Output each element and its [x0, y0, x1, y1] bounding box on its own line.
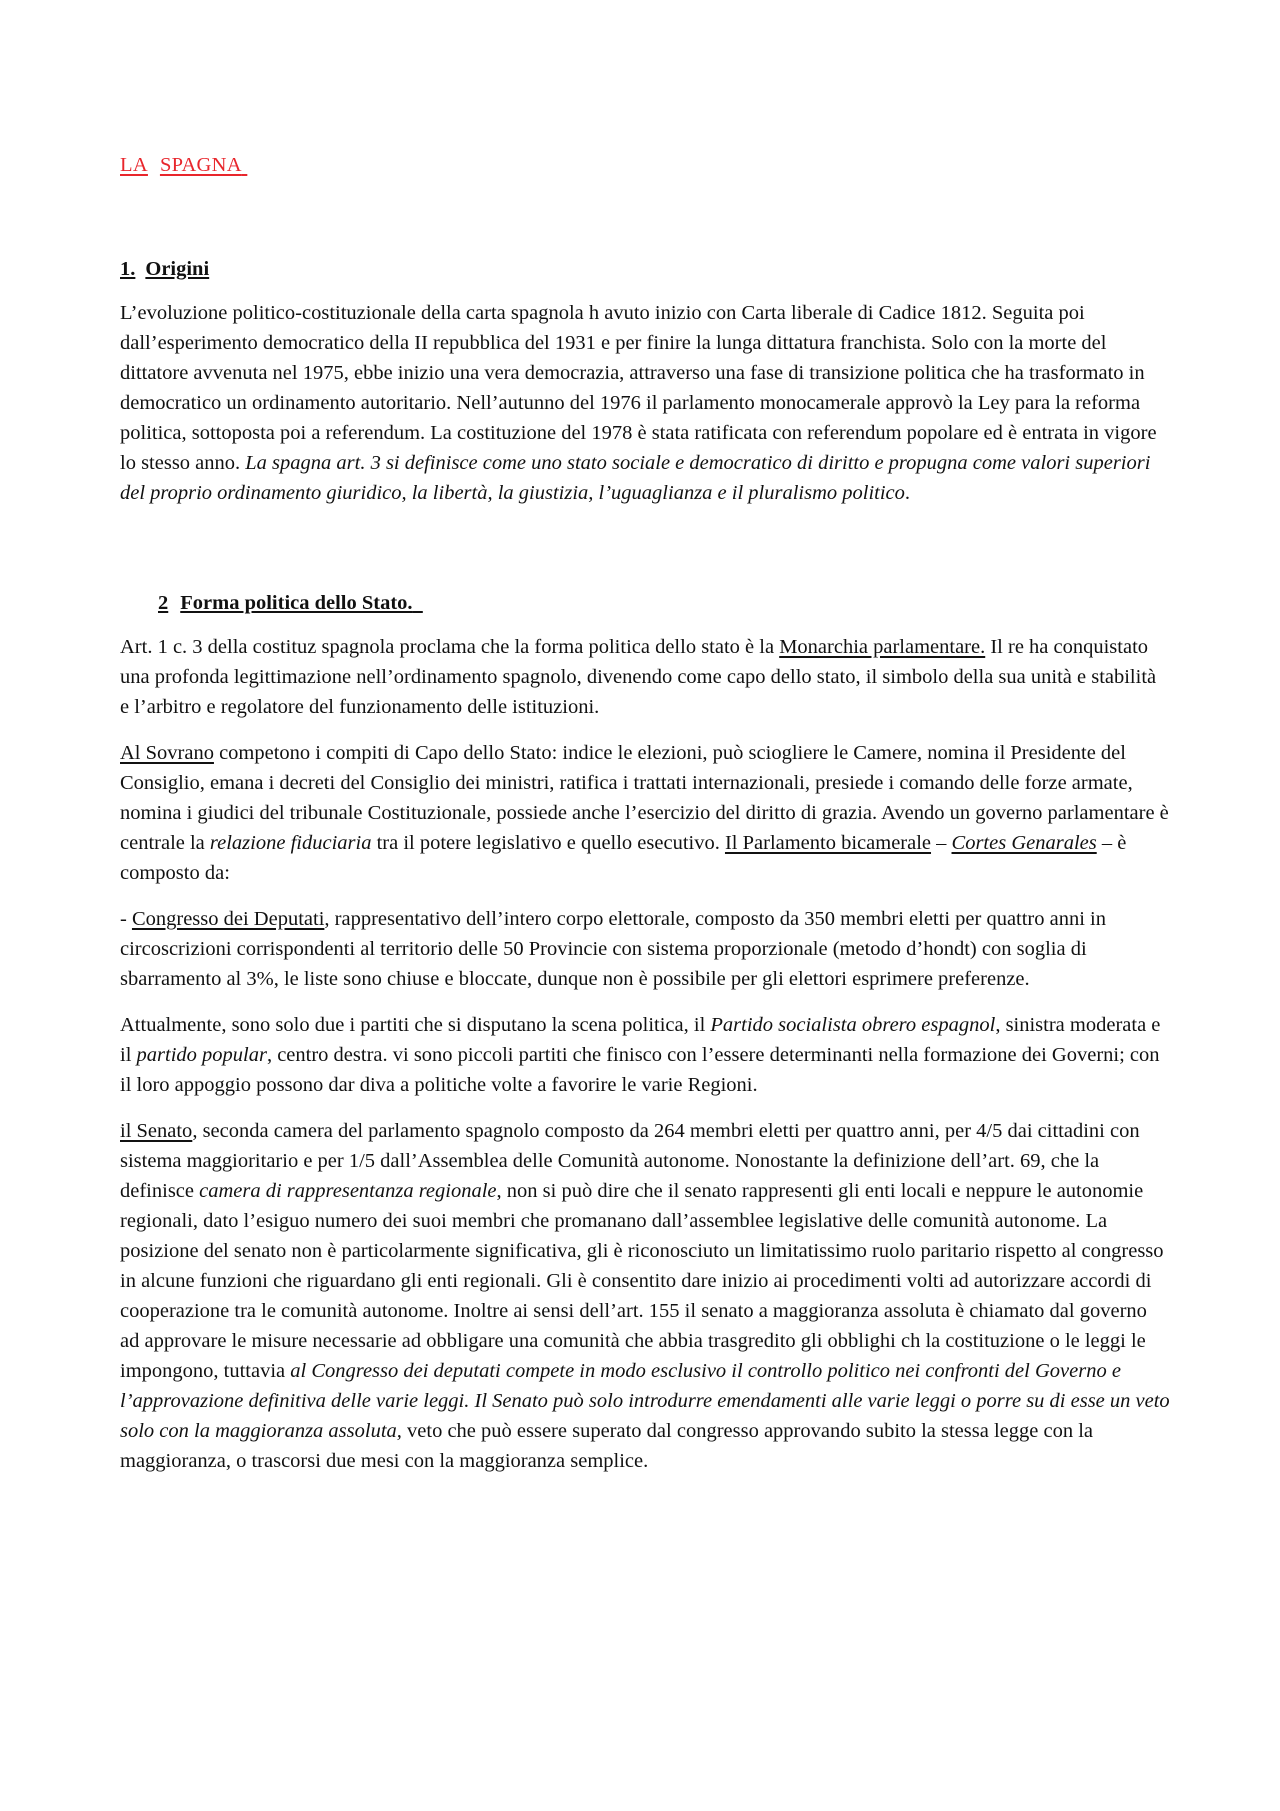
- text-run: -: [120, 908, 132, 930]
- section-2-paragraph-5: [120, 1116, 1170, 1476]
- text-run: , rappresentativo dell’intero corpo elettorale, composto da 350 membri eletti per quattro anni in circoscrizioni corrispondenti al territorio delle 50 Provincie con sistema proporzionale (metodo d’hondt) con soglia di sbarramento al 3%, le liste sono chiuse e bloccate, dunque non è possibile per gli elettori esprimere preferenze.: [120, 908, 1106, 990]
- document-title: [120, 150, 1170, 180]
- underlined-italic-run: Cortes Genarales: [951, 832, 1097, 854]
- text-run: , sinistra moderata e il: [120, 1014, 1161, 1066]
- document-page: [120, 150, 1170, 1476]
- underlined-run: il Senato: [120, 1120, 193, 1142]
- section-1-heading: [120, 254, 1170, 284]
- section-2-heading: [158, 588, 1170, 618]
- underlined-run: Il Parlamento bicamerale: [724, 832, 932, 854]
- text-run: –: [931, 832, 952, 854]
- italic-run: camera di rappresentanza regionale: [199, 1180, 497, 1202]
- underlined-run: Al Sovrano: [120, 742, 214, 764]
- text-run: Attualmente, sono solo due i partiti che si disputano la scena politica, il: [120, 1014, 711, 1036]
- title-word-2: SPAGNA: [159, 154, 242, 176]
- section-1-paragraph: [120, 298, 1170, 508]
- section-1-title: Origini: [145, 258, 210, 280]
- section-2-paragraph-4: [120, 1010, 1170, 1100]
- text-run: Il re ha conquistato una profonda legittimazione nell’ordinamento spagnolo, divenendo come capo dello stato, il simbolo della sua unità e stabilità e l’arbitro e regolatore del funzionamento delle istituzioni.: [120, 636, 1157, 718]
- underlined-run: Monarchia parlamentare.: [779, 636, 986, 658]
- section-2-paragraph-3: [120, 904, 1170, 994]
- italic-run: al Congresso dei deputati compete in modo esclusivo il controllo politico nei confronti del Governo e l’approvazione definitiva delle varie leggi. Il Senato può solo introdurre emendamenti alle varie leggi o porre su di esse un veto solo con la maggioranza assoluta,: [120, 1360, 1170, 1442]
- text-run: .: [904, 482, 911, 504]
- italic-run: La spagna art. 3 si definisce come uno stato sociale e democratico di diritto e propugna come valori superiori del proprio ordinamento giuridico, la libertà, la giustizia, l’uguaglianza e il pluralismo politico: [120, 452, 1151, 504]
- italic-run: Partido socialista obrero espagnol: [710, 1014, 996, 1036]
- title-word-1: LA: [120, 154, 148, 176]
- section-2-title: Forma politica dello Stato.: [180, 592, 413, 614]
- text-run: – è composto da:: [120, 832, 1127, 884]
- italic-run: relazione fiduciaria: [209, 832, 372, 854]
- section-2-number: 2: [158, 592, 169, 614]
- section-2-paragraph-1: [120, 632, 1170, 722]
- section-1-number: 1.: [120, 258, 136, 280]
- text-run: , non si può dire che il senato rappresenti gli enti locali e neppure le autonomie regionali, dato l’esiguo numero dei suoi membri che promanano dall’assemblee legislative delle comunità autonome. La posizione del senato non è particolarmente significativa, gli è riconosciuto un limitatissimo ruolo paritario rispetto al congresso in alcune funzioni che riguardano gli enti regionali. Gli è consentito dare inizio ai procedimenti volti ad autorizzare accordi di cooperazione tra le comunità autonome. Inoltre ai sensi dell’art. 155 il senato a maggioranza assoluta è chiamato dal governo ad approvare le misure necessarie ad obbligare una comunità che abbia trasgredito gli obblighi ch la costituzione o le leggi le impongono, tuttavia: [120, 1180, 1164, 1382]
- underlined-run: Congresso dei Deputati: [131, 908, 325, 930]
- section-2-paragraph-2: [120, 738, 1170, 888]
- text-run: , seconda camera del parlamento spagnolo composto da 264 membri eletti per quattro anni, per 4/5 dai cittadini con sistema maggioritario e per 1/5 dall’Assemblea delle Comunità autonome. Nonostante la definizione dell’art. 69, che la definisce: [120, 1120, 1140, 1202]
- text-run: Art. 1 c. 3 della costituz spagnola proclama che la forma politica dello stato è la: [120, 636, 780, 658]
- text-run: tra il potere legislativo e quello esecutivo.: [371, 832, 725, 854]
- text-run: , centro destra. vi sono piccoli partiti che finisco con l’essere determinanti nella formazione dei Governi; con il loro appoggio possono dar diva a politiche volte a favorire le varie Regioni.: [120, 1044, 1160, 1096]
- text-run: veto che può essere superato dal congresso approvando subito la stessa legge con la maggioranza, o trascorsi due mesi con la maggioranza semplice.: [120, 1420, 1094, 1472]
- text-run: L’evoluzione politico-costituzionale della carta spagnola h avuto inizio con Carta liberale di Cadice 1812. Seguita poi dall’esperimento democratico della II repubblica del 1931 e per finire la lunga dittatura franchista. Solo con la morte del dittatore avvenuta nel 1975, ebbe inizio una vera democrazia, attraverso una fase di transizione politica che ha trasformato in democratico un ordinamento autoritario. Nell’autunno del 1976 il parlamento monocamerale approvò la Ley para la reforma politica, sottoposta poi a referendum. La costituzione del 1978 è stata ratificata con referendum popolare ed è entrata in vigore lo stesso anno.: [120, 302, 1157, 474]
- text-run: competono i compiti di Capo dello Stato: indice le elezioni, può sciogliere le Camere, nomina il Presidente del Consiglio, emana i decreti del Consiglio dei ministri, ratifica i trattati internazionali, presiede i comando delle forze armate, nomina i giudici del tribunale Costituzionale, possiede anche l’esercizio del diritto di grazia. Avendo un governo parlamentare è centrale la: [120, 742, 1169, 854]
- italic-run: partido popular: [136, 1044, 267, 1066]
